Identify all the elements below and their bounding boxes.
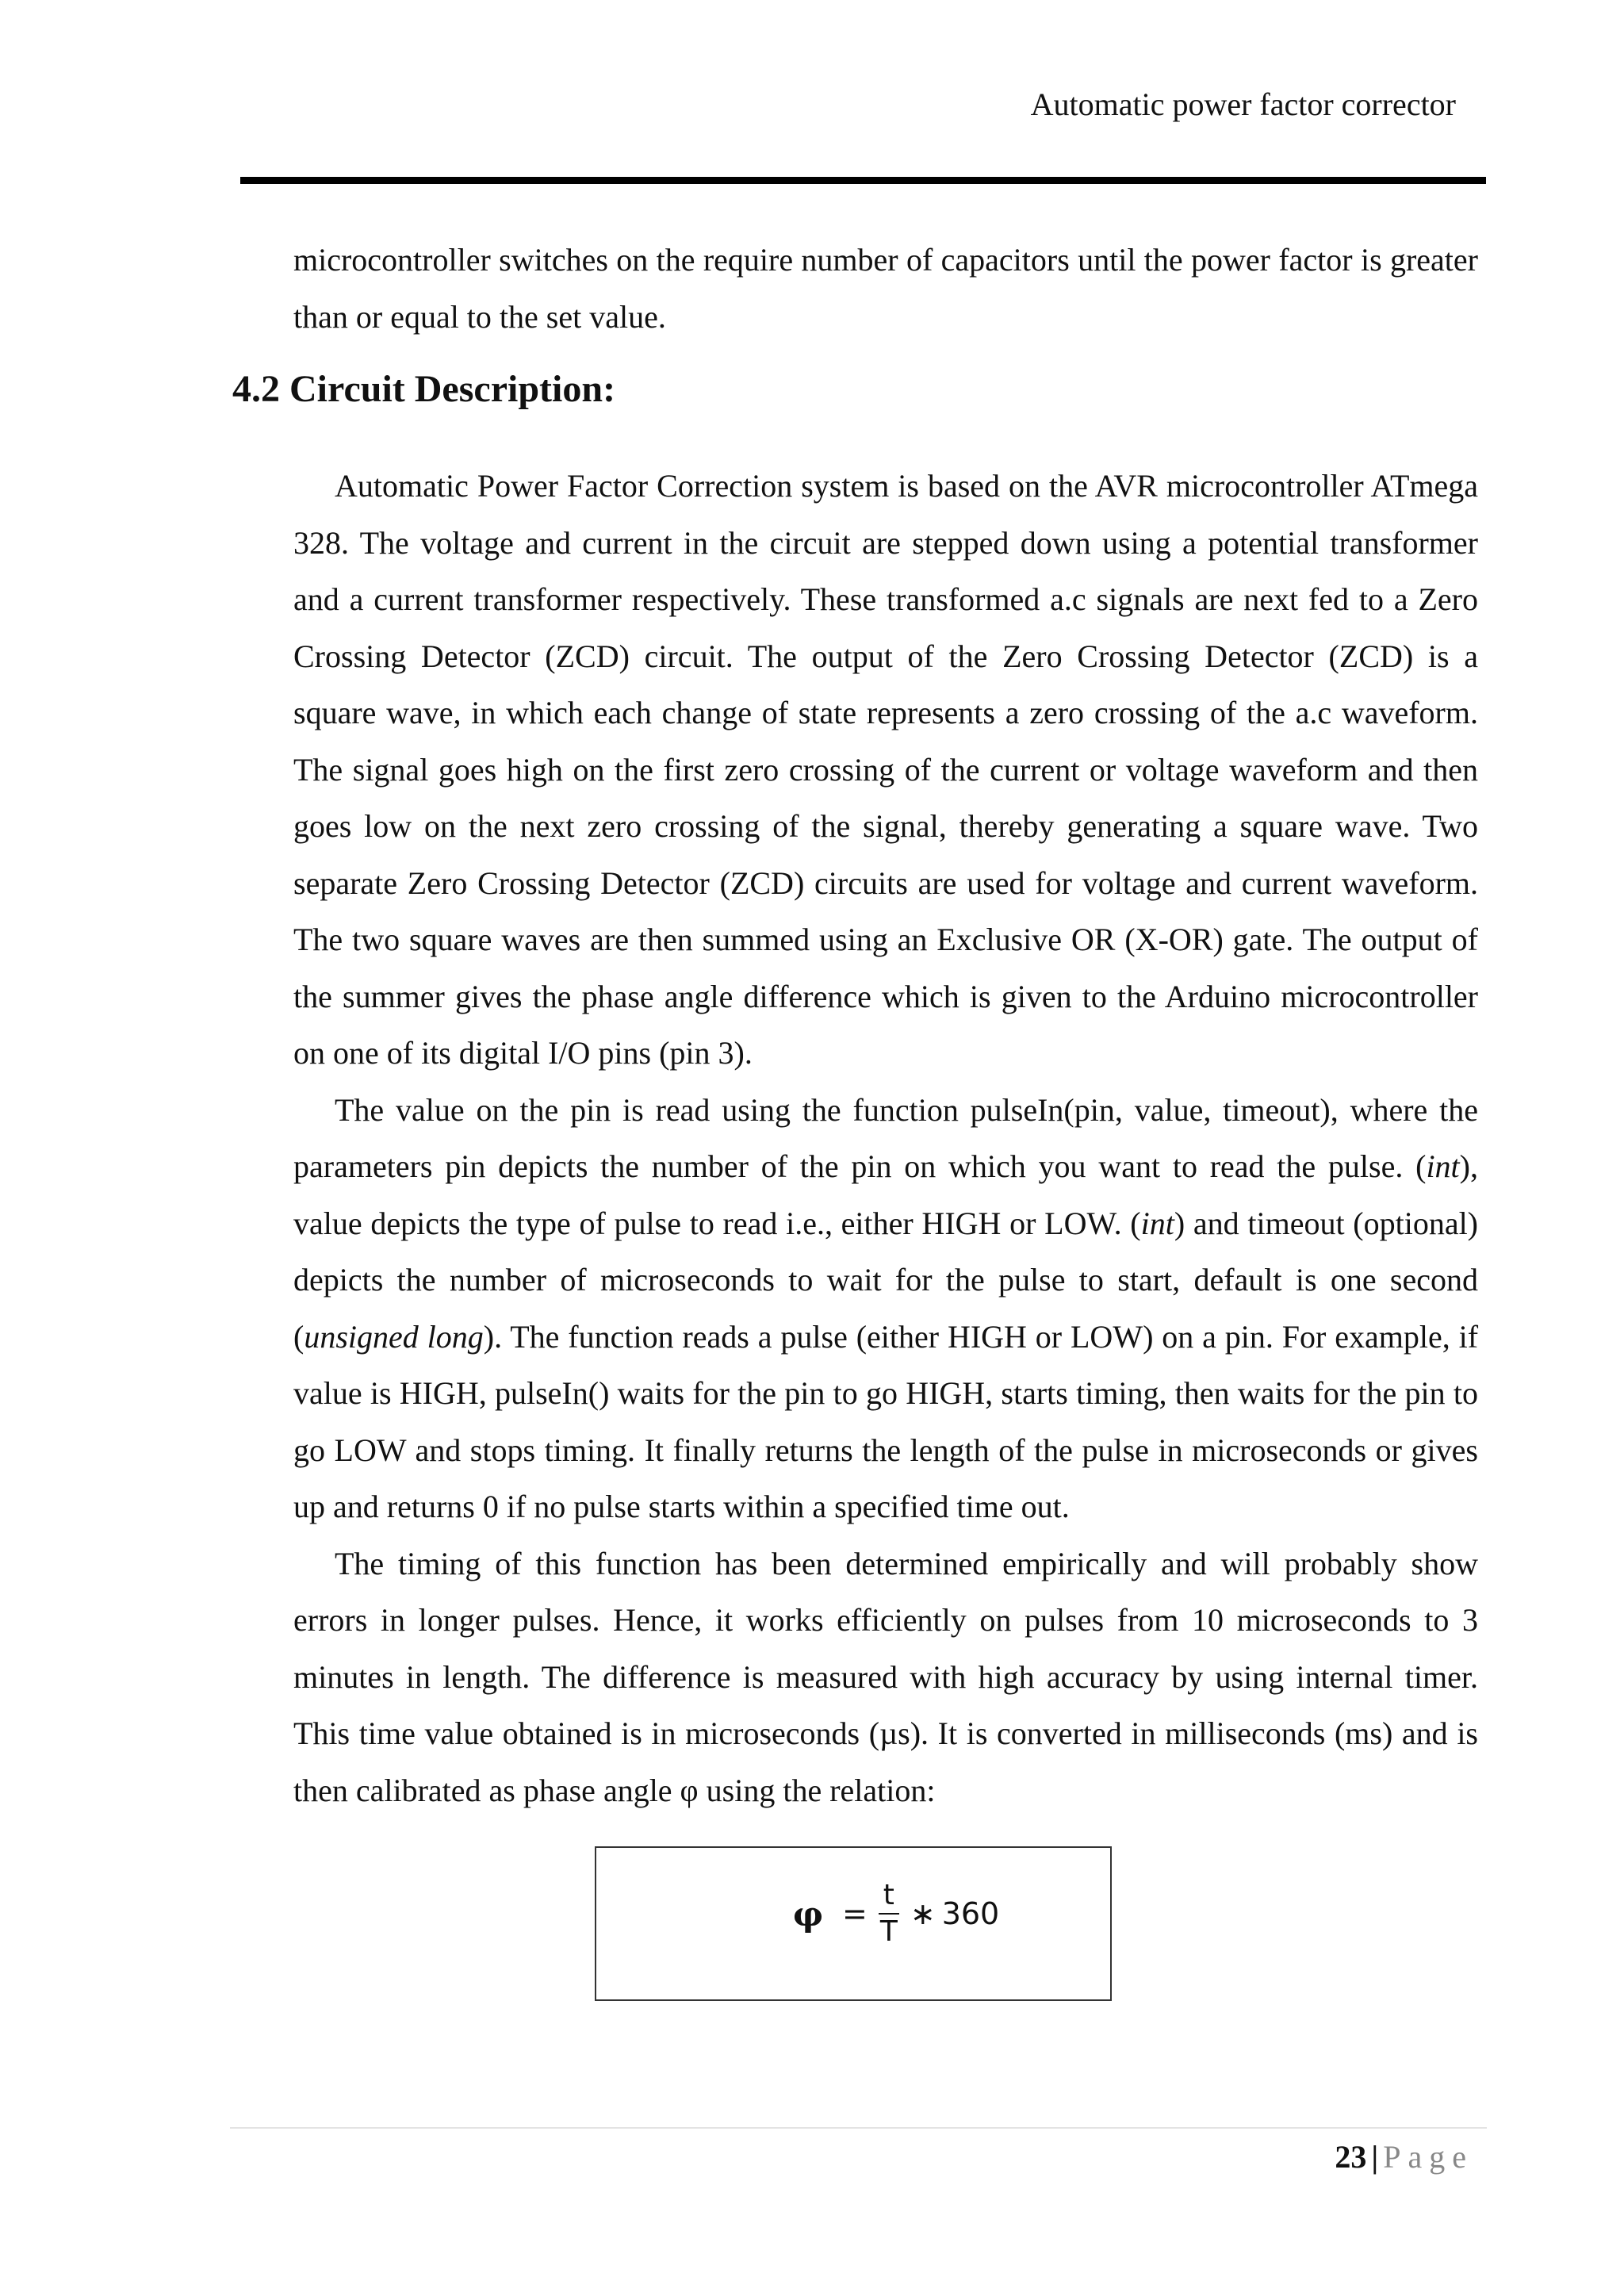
formula-constant: 360 [941,1896,1000,1931]
intro-paragraph: microcontroller switches on the require number of capacitors until the power factor is greater than or equal to the set value. [293,242,1478,335]
section-body [293,458,1478,1819]
page-number: 23 [1335,2139,1367,2175]
formula-box [595,1846,1112,2001]
formula-operator: ∗ [910,1896,936,1931]
pulsein-text-3: ) and timeout (optional) depicts the number of microseconds to wait for the pulse to start, default is one second ( [293,1205,1479,1355]
footer-separator: | [1371,2139,1379,2175]
formula-fraction [879,1878,899,1949]
section-heading: 4.2 Circuit Description: [232,368,616,410]
paragraph-circuit-overview: Automatic Power Factor Correction system is based on the AVR microcontroller ATmega 328. The voltage and current in the circuit are stepped down using a potential transformer and a current transformer respectively. These transformed a.c signals are next fed to a Zero Crossing Detector (ZCD) circuit. The output of the Zero Crossing Detector (ZCD) is a square wave, in which each change of state represents a zero crossing of the a.c waveform. The signal goes high on the first zero crossing of the current or voltage waveform and then goes low on the next zero crossing of the signal, thereby generating a square wave. Two separate Zero Crossing Detector (ZCD) circuits are used for voltage and current waveform. The two square waves are then summed using an Exclusive OR (X-OR) gate. The output of the summer gives the phase angle difference which is given to the Arduino microcontroller on one of its digital I/O pins (pin 3). [293,468,1478,1071]
phase-angle-formula [793,1878,999,1949]
pulsein-text-4: ). The function reads a pulse (either HIGH or LOW) on a pin. For example, if value is HIGH, pulseIn() waits for the pin to go HIGH, starts timing, then waits for the pin to go LOW and stops timing. It finally returns the length of the pulse in microseconds or gives up and returns 0 if no pulse starts within a specified time out. [293,1318,1479,1524]
formula-numerator: t [883,1879,894,1911]
header-rule [240,177,1486,184]
page-label: Page [1383,2139,1473,2175]
running-header-title: Automatic power factor corrector [1030,86,1456,122]
pulsein-text-1: The value on the pin is read using the function pulseIn(pin, value, timeout), where the parameters pin depicts the number of the pin on which you want to read the pulse. ( [293,1091,1478,1184]
type-int-1: int [1426,1148,1460,1184]
type-unsigned-long: unsigned long [304,1318,484,1355]
formula-equals: = [842,1896,868,1931]
footer-rule [230,2127,1487,2129]
paragraph-pulsein [293,1082,1478,1535]
page-footer [1335,2133,1473,2181]
formula-denominator: T [879,1915,898,1948]
formula-phi: φ [793,1894,824,1934]
type-int-2: int [1140,1205,1174,1241]
paragraph-timing: The timing of this function has been determined empirically and will probably show errors in longer pulses. Hence, it works efficiently on pulses from 10 microseconds to 3 minutes in length. The difference is measured with high accuracy by using internal timer. This time value obtained is in microseconds (µs). It is converted in milliseconds (ms) and is then calibrated as phase angle φ using the relation: [293,1545,1478,1808]
pulsein-text-2: ), value depicts the type of pulse to read i.e., either HIGH or LOW. ( [293,1148,1478,1241]
